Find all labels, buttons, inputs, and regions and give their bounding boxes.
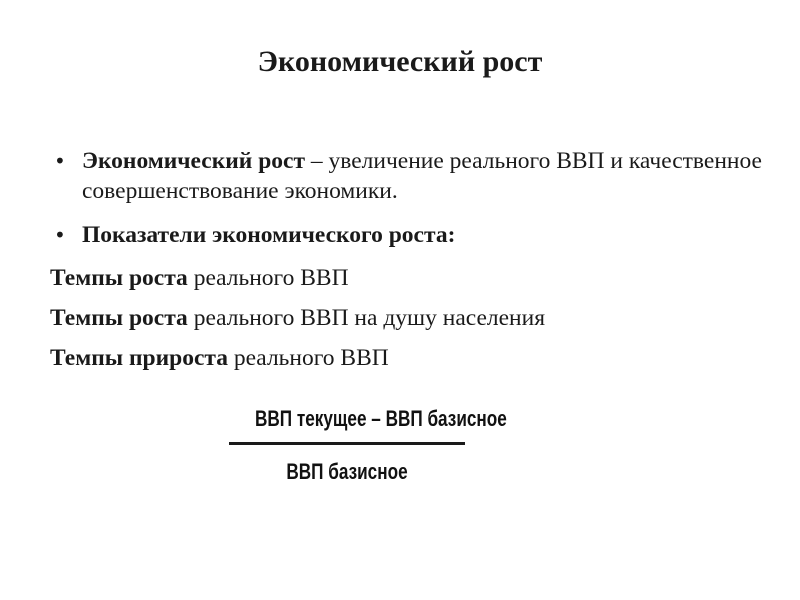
indicator-line [50,342,770,374]
indicator-list [50,262,770,374]
fraction-bar [229,442,465,445]
growth-rate-formula [229,402,507,489]
indicator-term: Темпы прироста [50,345,228,371]
bullet-term: Экономический рост [82,148,305,174]
bullet-definition-text: – увеличение реального ВВП и качественное совершенствование экономики. [82,148,762,204]
indicator-term: Темпы роста [50,305,188,331]
bullet-item-indicators-heading [50,220,770,250]
bullet-heading: Показатели экономического роста: [82,222,456,248]
indicator-text: реального ВВП на душу населения [187,305,546,331]
indicator-term: Темпы роста [50,265,188,291]
formula-numerator: ВВП текущее – ВВП базисное [254,406,507,431]
bullet-dot-icon: • [54,223,66,247]
slide-title: Экономический рост [257,45,543,78]
indicator-line [50,262,770,294]
indicator-text: реального ВВП [187,265,349,291]
indicator-text: реального ВВП [227,345,389,371]
bullet-item-definition [50,146,770,206]
formula-denominator: ВВП базисное [286,459,408,484]
indicator-line [50,302,770,334]
bullet-list [50,146,770,250]
bullet-dot-icon: • [54,149,66,173]
